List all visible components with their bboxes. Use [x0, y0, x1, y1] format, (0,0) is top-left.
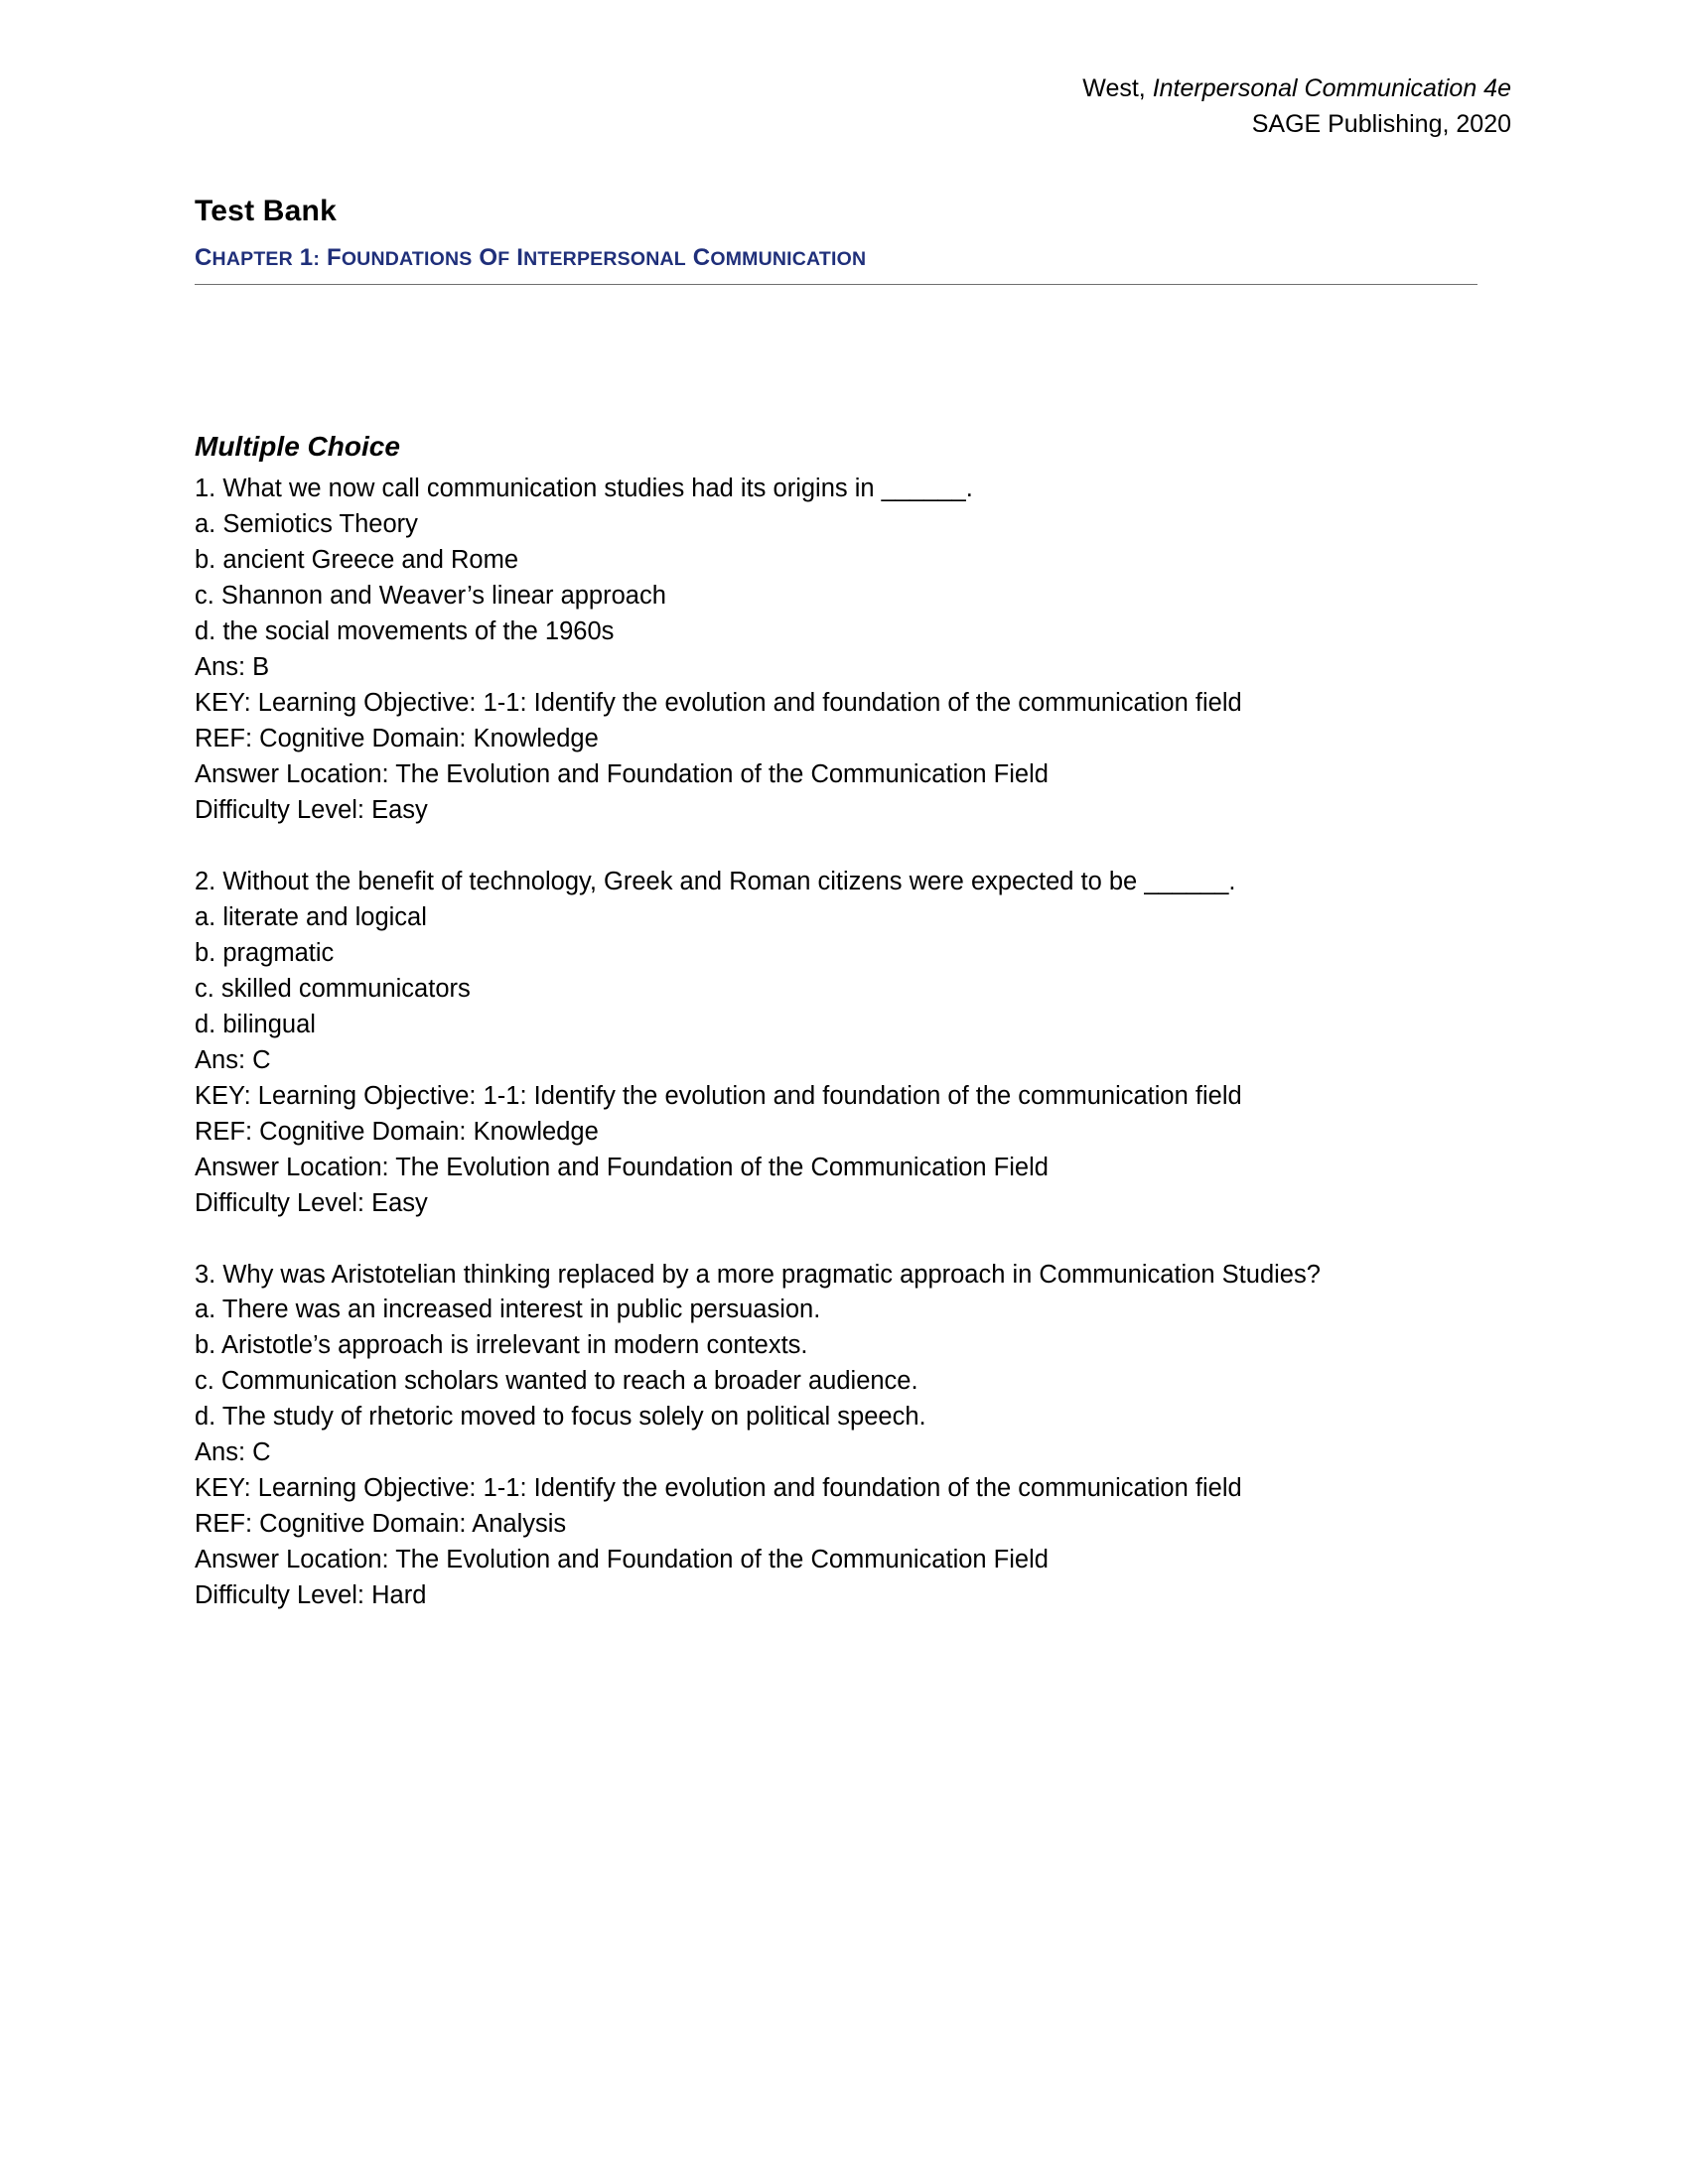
question-answer-location: Answer Location: The Evolution and Foundation of the Communication Field — [195, 1153, 1049, 1181]
question-block — [195, 865, 1485, 1222]
question-ref: REF: Cognitive Domain: Knowledge — [195, 725, 599, 753]
question-difficulty: Difficulty Level: Easy — [195, 796, 428, 825]
page-title: Test Bank — [195, 195, 337, 227]
question-ref: REF: Cognitive Domain: Knowledge — [195, 1117, 599, 1146]
question-key: KEY: Learning Objective: 1-1: Identify the evolution and foundation of the communication field — [195, 1081, 1242, 1110]
question-difficulty: Difficulty Level: Easy — [195, 1188, 428, 1217]
question-answer-location: Answer Location: The Evolution and Foundation of the Communication Field — [195, 760, 1049, 789]
question-option: d. bilingual — [195, 1010, 316, 1038]
page-header — [1082, 71, 1511, 142]
question-option: c. Communication scholars wanted to reach a broader audience. — [195, 1367, 918, 1396]
header-author-prefix: West, — [1082, 74, 1153, 102]
question-answer: Ans: C — [195, 1438, 271, 1467]
question-key: KEY: Learning Objective: 1-1: Identify the evolution and foundation of the communication field — [195, 1474, 1242, 1503]
header-publisher-line: SAGE Publishing, 2020 — [1251, 109, 1511, 138]
header-book-title: Interpersonal Communication 4e — [1152, 74, 1511, 102]
question-ref: REF: Cognitive Domain: Analysis — [195, 1510, 567, 1539]
question-block — [195, 472, 1485, 829]
question-option: a. Semiotics Theory — [195, 510, 418, 539]
question-option: d. The study of rhetoric moved to focus solely on political speech. — [195, 1403, 926, 1432]
question-option: c. skilled communicators — [195, 974, 471, 1003]
question-option: b. ancient Greece and Rome — [195, 546, 519, 575]
question-option: d. the social movements of the 1960s — [195, 617, 615, 646]
question-difficulty: Difficulty Level: Hard — [195, 1581, 427, 1610]
question-answer: Ans: C — [195, 1045, 271, 1074]
question-option: a. There was an increased interest in public persuasion. — [195, 1296, 821, 1324]
question-option: a. literate and logical — [195, 902, 427, 931]
question-option: c. Shannon and Weaver’s linear approach — [195, 582, 666, 611]
question-stem: 3. Why was Aristotelian thinking replaced by a more pragmatic approach in Communication Studies? — [195, 1260, 1321, 1289]
question-stem: 2. Without the benefit of technology, Greek and Roman citizens were expected to be ______. — [195, 868, 1236, 895]
question-option: b. pragmatic — [195, 938, 335, 967]
question-answer-location: Answer Location: The Evolution and Foundation of the Communication Field — [195, 1546, 1049, 1574]
title-block — [195, 195, 1515, 285]
header-book-line — [1082, 71, 1511, 107]
question-stem: 1. What we now call communication studies had its origins in ______. — [195, 475, 973, 503]
question-block — [195, 1258, 1485, 1615]
section-heading-multiple-choice: Multiple Choice — [195, 431, 400, 462]
chapter-heading: CHAPTER 1: FOUNDATIONS OF INTERPERSONAL COMMUNICATION — [195, 244, 1477, 285]
question-answer: Ans: B — [195, 653, 270, 682]
document-body — [195, 427, 1485, 1614]
question-key: KEY: Learning Objective: 1-1: Identify the evolution and foundation of the communication field — [195, 689, 1242, 718]
question-option: b. Aristotle’s approach is irrelevant in modern contexts. — [195, 1331, 808, 1360]
